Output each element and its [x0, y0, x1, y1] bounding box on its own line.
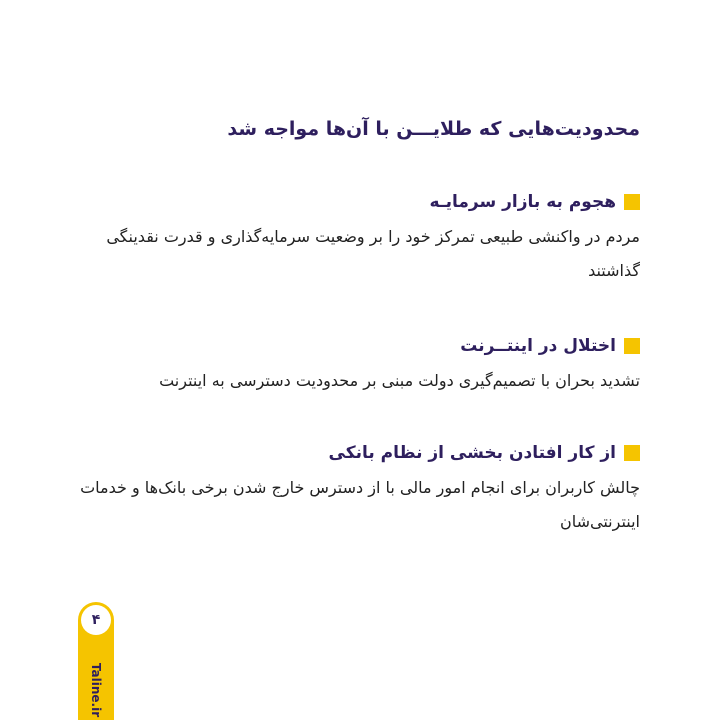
section-heading-text: از کار افتادن بخشی از نظام بانکی — [328, 443, 616, 463]
page-footer-tab — [78, 602, 114, 720]
section-body-text: چالش کاربران برای انجام امور مالی با از دسترس خارج شدن برخی بانک‌ها و خدمات اینترنتی‌شان — [80, 478, 640, 531]
section-internet-disruption — [80, 336, 640, 398]
section-heading-text: هجوم به بازار سرمایـه — [429, 192, 616, 212]
page-number: ۴ — [81, 605, 111, 635]
page-title: محدودیت‌هایی که طلایـــن با آن‌ها مواجه شد — [227, 118, 640, 140]
section-body-text: تشدید بحران با تصمیم‌گیری دولت مبنی بر محدودیت دسترسی به اینترنت — [159, 371, 640, 390]
section-heading — [80, 443, 640, 463]
yellow-square-bullet-icon — [624, 338, 640, 354]
yellow-square-bullet-icon — [624, 194, 640, 210]
section-capital-market-rush — [80, 192, 640, 288]
section-heading — [80, 336, 640, 356]
yellow-square-bullet-icon — [624, 445, 640, 461]
section-heading — [80, 192, 640, 212]
brand-url: Taline.ir — [89, 662, 103, 718]
section-banking-outage — [80, 443, 640, 539]
section-heading-text: اختلال در اینتــرنت — [460, 336, 616, 356]
section-body-text: مردم در واکنشی طبیعی تمرکز خود را بر وضعیت سرمایه‌گذاری و قدرت نقدینگی گذاشتند — [106, 227, 640, 280]
